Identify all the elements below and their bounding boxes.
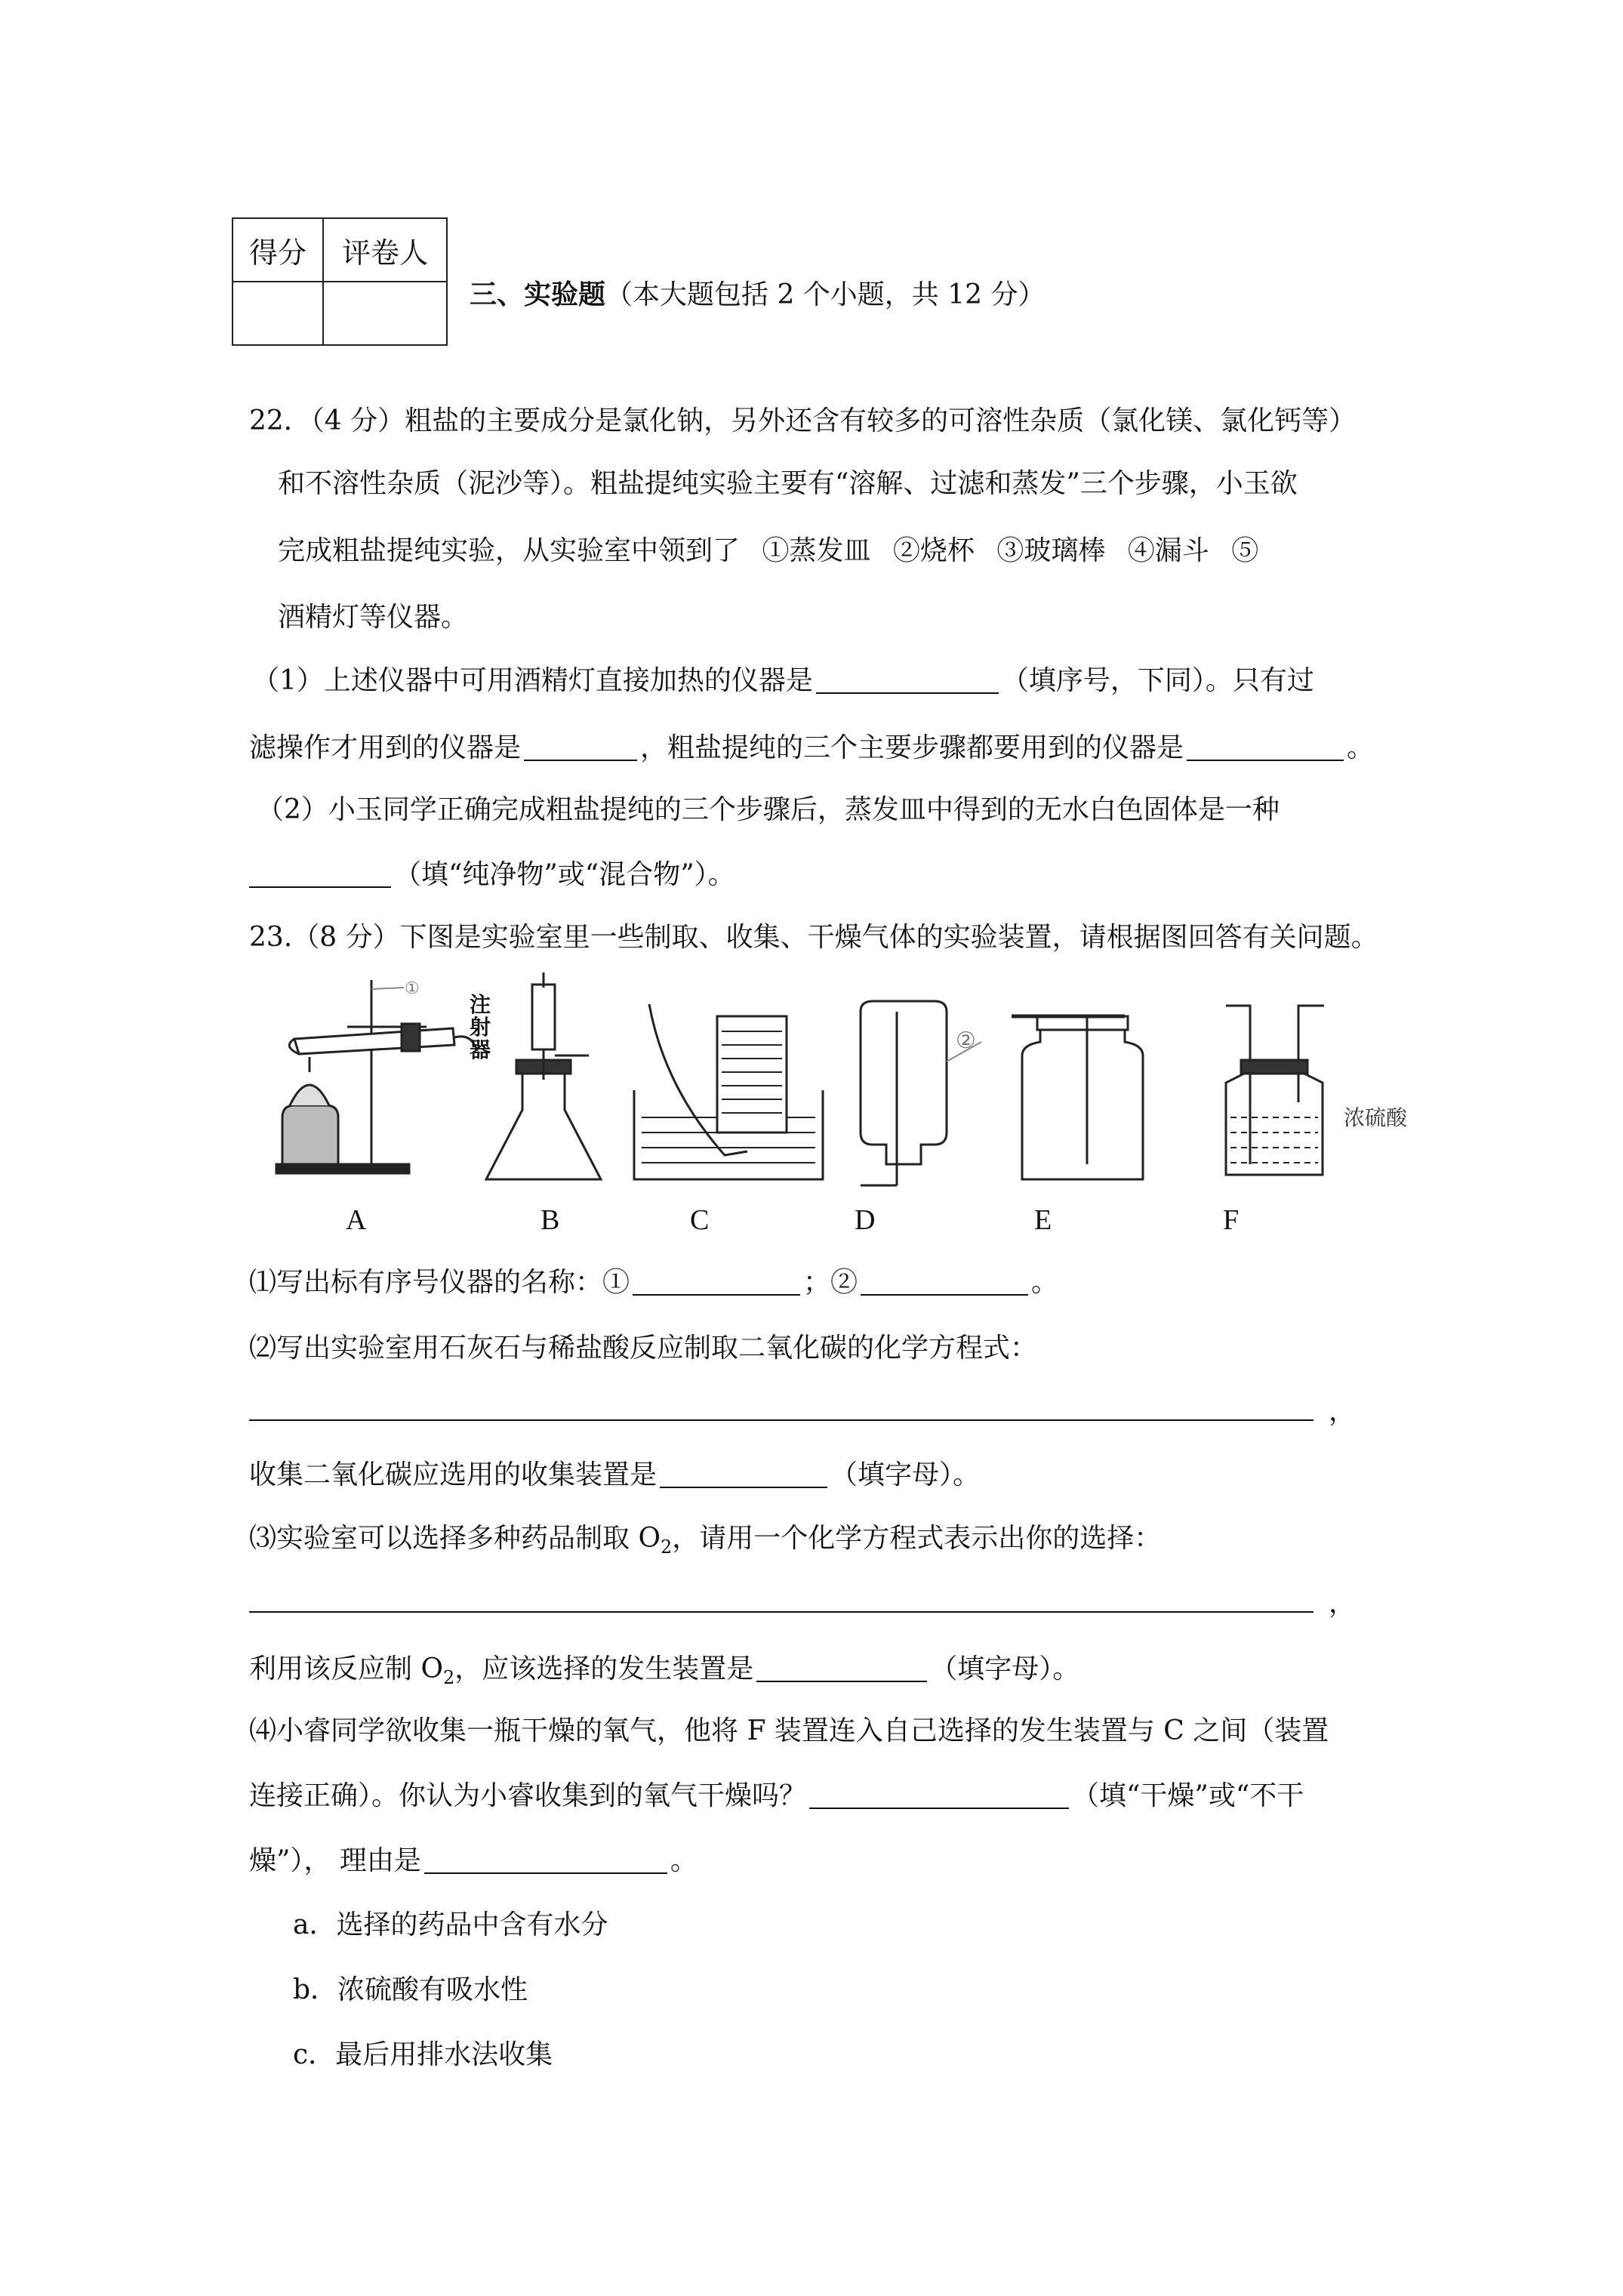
q22-line3: 完成粗盐提纯实验，从实验室中领到了 ①蒸发皿 ②烧杯 ③玻璃棒 ④漏斗 ⑤ xyxy=(278,535,1259,566)
q23-s3-text-b2: ，应该选择的发生装置是 xyxy=(454,1653,754,1684)
q22-part2-line2 xyxy=(249,861,735,889)
option-c: c．最后用排水法收集 xyxy=(293,2039,553,2070)
answer-blank-dry[interactable] xyxy=(809,1782,1069,1809)
q23-s4-text-d: 燥”）， 理由是 xyxy=(249,1845,421,1876)
label-e: E xyxy=(1034,1204,1052,1236)
answer-line-o2-equation[interactable] xyxy=(249,1611,1313,1613)
q23-s3-text-a: ⑶实验室可以选择多种药品制取 O xyxy=(249,1523,661,1554)
q23-s2-text-b: 收集二氧化碳应选用的收集装置是 xyxy=(249,1459,658,1490)
q23-s1-text-b: ；② xyxy=(803,1267,858,1298)
apparatus-a xyxy=(276,980,477,1173)
q23-s2-text-c: （填字母）。 xyxy=(830,1459,981,1490)
grader-header: 评卷人 xyxy=(323,218,447,282)
q23-sub2-collect xyxy=(249,1461,980,1489)
answer-blank-substance[interactable] xyxy=(249,861,391,888)
q23-s4-text-e: 。 xyxy=(670,1845,698,1876)
q23-sub4-line3 xyxy=(249,1847,698,1875)
label-f: F xyxy=(1223,1204,1240,1236)
marker-1: ① xyxy=(405,978,420,997)
q22-p2-text-b: （填“纯净物”或“混合物”）。 xyxy=(394,859,735,890)
apparatus-b xyxy=(486,972,601,1179)
score-cell[interactable] xyxy=(233,282,323,345)
q22-part2-line1: （2）小玉同学正确完成粗盐提纯的三个步骤后，蒸发皿中得到的无水白色固体是一种 xyxy=(257,794,1280,825)
acid-label: 浓硫酸 xyxy=(1344,1105,1408,1130)
answer-blank-instrument-1[interactable] xyxy=(633,1268,800,1296)
apparatus-c xyxy=(634,1004,823,1179)
q23-s4-text-c: （填“干燥”或“不干 xyxy=(1072,1780,1304,1811)
answer-blank-filter[interactable] xyxy=(524,734,637,761)
q22-line4: 酒精灯等仪器。 xyxy=(278,602,469,633)
q22-p1-text-e: 。 xyxy=(1347,732,1375,763)
section-heading xyxy=(470,281,1046,309)
apparatus-e xyxy=(1012,1016,1143,1179)
syringe-char-2: 射 xyxy=(470,1015,491,1040)
q22-p1-text-a: （1）上述仪器中可用酒精灯直接加热的仪器是 xyxy=(252,665,813,696)
label-a: A xyxy=(346,1204,367,1236)
score-header: 得分 xyxy=(233,218,323,282)
q23-sub4-line2 xyxy=(249,1782,1304,1810)
q23-sub2: ⑵写出实验室用石灰石与稀盐酸反应制取二氧化碳的化学方程式： xyxy=(249,1333,1038,1364)
answer-blank-o2-generator[interactable] xyxy=(756,1655,927,1682)
apparatus-f xyxy=(1226,1006,1324,1175)
q23-sub1 xyxy=(249,1268,1058,1296)
q23-intro: 23.（8 分）下图是实验室里一些制取、收集、干燥气体的实验装置，请根据图回答有关问题。 xyxy=(249,922,1378,953)
q23-s1-text-a: ⑴写出标有序号仪器的名称：① xyxy=(249,1267,630,1298)
comma-2: ， xyxy=(1329,1588,1357,1619)
marker-2: ② xyxy=(956,1028,976,1053)
q22-line1: 22．（4 分）粗盐的主要成分是氯化钠，另外还含有较多的可溶性杂质（氯化镁、氯化钙等） xyxy=(249,405,1357,436)
answer-line-co2-equation[interactable] xyxy=(249,1419,1313,1421)
option-a: a．选择的药品中含有水分 xyxy=(293,1909,608,1940)
apparatus-figure xyxy=(257,966,1464,1223)
label-d: D xyxy=(855,1204,876,1236)
q22-p1-text-b: （填序号，下同）。只有过 xyxy=(1001,665,1314,696)
q23-s3-text-b: 利用该反应制 O xyxy=(249,1653,443,1684)
q23-s3-sub-b: 2 xyxy=(442,1667,455,1689)
section-subtitle: （本大题包括 2 个小题，共 12 分） xyxy=(605,279,1046,310)
answer-blank-common[interactable] xyxy=(1187,734,1344,761)
answer-blank-co2-collector[interactable] xyxy=(660,1461,827,1488)
q23-s3-sub-a: 2 xyxy=(660,1536,673,1558)
grader-cell[interactable] xyxy=(323,282,447,345)
label-b: B xyxy=(540,1204,560,1236)
q22-part1-line2 xyxy=(249,734,1374,762)
section-title: 三、实验题 xyxy=(470,279,606,310)
syringe-char-1: 注 xyxy=(470,992,491,1017)
q22-part1-line1 xyxy=(252,667,1314,695)
q22-p1-text-d: ，粗盐提纯的三个主要步骤都要用到的仪器是 xyxy=(640,732,1184,763)
q23-s3-text-c: （填字母）。 xyxy=(930,1653,1080,1684)
label-c: C xyxy=(690,1204,710,1236)
q22-p1-text-c: 滤操作才用到的仪器是 xyxy=(249,732,522,763)
q22-line2: 和不溶性杂质（泥沙等）。粗盐提纯实验主要有“溶解、过滤和蒸发”三个步骤，小玉欲 xyxy=(278,468,1298,499)
q23-sub3 xyxy=(249,1525,1161,1556)
score-box xyxy=(232,217,448,346)
q23-s1-text-c: 。 xyxy=(1031,1267,1059,1298)
syringe-char-3: 器 xyxy=(470,1037,491,1062)
option-b: b．浓硫酸有吸水性 xyxy=(293,1974,528,2005)
q23-s3-text-a2: ，请用一个化学方程式表示出你的选择： xyxy=(672,1523,1162,1554)
answer-blank-instrument-2[interactable] xyxy=(861,1268,1028,1296)
answer-blank-heatable[interactable] xyxy=(816,667,999,694)
answer-blank-reason[interactable] xyxy=(424,1847,667,1874)
q23-s4-text-b: 连接正确）。你认为小睿收集到的氧气干燥吗？ xyxy=(249,1780,807,1811)
q23-sub3-generator xyxy=(249,1655,1079,1687)
comma-1: ， xyxy=(1329,1396,1357,1427)
q23-sub4-line1: ⑷小睿同学欲收集一瓶干燥的氧气，他将 F 装置连入自己选择的发生装置与 C 之间（装置 xyxy=(249,1715,1329,1746)
